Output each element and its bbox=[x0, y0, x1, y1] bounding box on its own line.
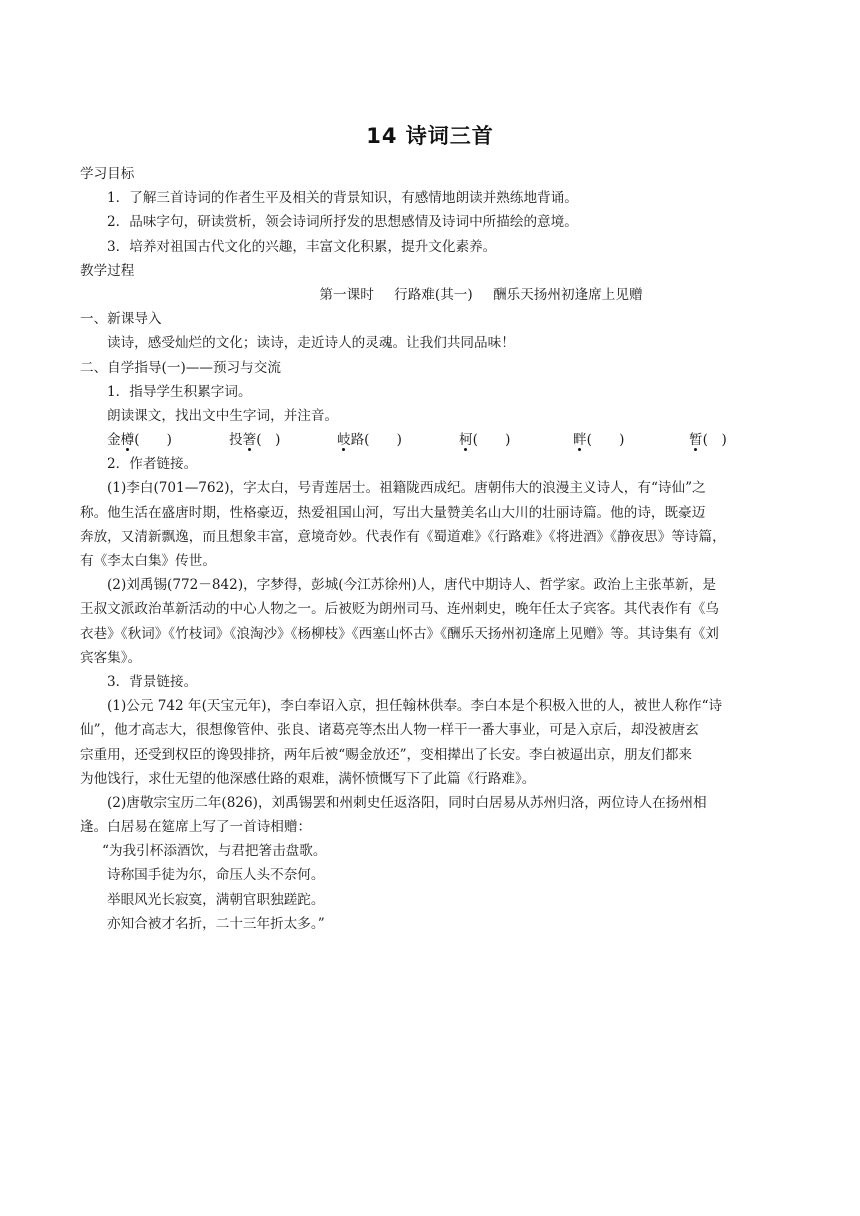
vocab-word: 柯( ) bbox=[459, 432, 511, 449]
process-heading: 教学过程 bbox=[80, 262, 135, 279]
vocab-word: 金樽( ) bbox=[107, 432, 172, 449]
poem-line: “为我引杯添酒饮，与君把箸击盘歌。 bbox=[102, 843, 327, 860]
document-body bbox=[80, 162, 782, 936]
section-heading: 二、自学指导(一)——预习与交流 bbox=[80, 359, 281, 376]
author-paragraph: (2)刘禹锡(772－842)，字梦得，彭城(今江苏徐州)人，唐代中期诗人、哲学家。政治上主张革新，是 王叔文派政治革新活动的中心人物之一。后被贬为朗州司马、连州刺史，晚年任太子宾客。其代表作有《乌 衣巷》《秋词》《竹枝词》《浪淘沙》《杨柳枝》《西塞山怀古》《酬乐天扬州初逢席上见赠》等。其诗集有《刘 宾客集》。 bbox=[80, 577, 719, 666]
vocab-word: 投箸( ) bbox=[229, 432, 281, 449]
lesson-title bbox=[80, 283, 782, 307]
vocab-word: 畔( ) bbox=[573, 432, 625, 449]
section-heading: 一、新课导入 bbox=[80, 311, 162, 328]
vocab-word: 暂( ) bbox=[689, 432, 727, 449]
item-heading: 1．指导学生积累字词。 bbox=[107, 383, 252, 400]
vocab-word: 岐路( ) bbox=[337, 432, 402, 449]
poem-line: 亦知合被才名折，二十三年折太多。” bbox=[107, 915, 325, 932]
background-paragraph: (1)公元 742 年(天宝元年)，李白奉诏入京，担任翰林供奉。李白本是个积极入世的人，被世人称作“诗 仙”，他才高志大，很想像管仲、张良、诸葛亮等杰出人物一样干一番大事业，可是入京后，却没被唐玄 宗重用，还受到权臣的谗毁排挤，两年后被“赐金放还”，变相撵出了长安。李白被逼出京，朋友们都来 为他饯行，求仕无望的他深感仕路的艰难，满怀愤慨写下了此篇《行路难》。 bbox=[80, 698, 723, 787]
objective-item: 1．了解三首诗词的作者生平及相关的背景知识，有感情地朗读并熟练地背诵。 bbox=[107, 190, 578, 207]
background-paragraph: (2)唐敬宗宝历二年(826)，刘禹锡罢和州刺史任返洛阳，同时白居易从苏州归洛，两位诗人在扬州相 逢。白居易在筵席上写了一首诗相赠： bbox=[80, 794, 707, 836]
item-heading: 2．作者链接。 bbox=[107, 456, 198, 473]
section-text: 读诗，感受灿烂的文化；读诗，走近诗人的灵魂。让我们共同品味！ bbox=[107, 335, 515, 352]
poem bbox=[80, 839, 782, 936]
page-title: 14 诗词三首 bbox=[366, 124, 494, 148]
lesson-title-part: 行路难(其一) bbox=[394, 286, 473, 303]
lesson-title-part: 酬乐天扬州初逢席上见赠 bbox=[493, 286, 643, 303]
item-heading: 3．背景链接。 bbox=[107, 673, 198, 690]
objectives-heading: 学习目标 bbox=[80, 166, 135, 182]
objective-item: 2．品味字句，研读赏析，领会诗词所抒发的思想感情及诗词中所描绘的意境。 bbox=[107, 214, 578, 231]
vocabulary-row bbox=[80, 428, 782, 452]
author-paragraph: (1)李白(701—762)，字太白，号青莲居士。祖籍陇西成纪。唐朝伟大的浪漫主义诗人，有“诗仙”之 称。他生活在盛唐时期，性格豪迈，热爱祖国山河，写出大量赞美名山大川的壮丽诗篇。他的诗，既豪迈 奔放，又清新飘逸，而且想象丰富，意境奇妙。代表作有《蜀道难》《行路难》《将进酒》《静夜思》等诗篇， 有《李太白集》传世。 bbox=[80, 480, 726, 569]
poem-line: 举眼风光长寂寞，满朝官职独蹉跎。 bbox=[107, 891, 325, 908]
poem-line: 诗称国手徒为尔，命压人头不奈何。 bbox=[107, 867, 325, 884]
item-text: 朗读课文，找出文中生字词，并注音。 bbox=[107, 407, 339, 424]
lesson-title-part: 第一课时 bbox=[319, 286, 374, 303]
objective-item: 3．培养对祖国古代文化的兴趣，丰富文化积累，提升文化素养。 bbox=[107, 238, 497, 255]
